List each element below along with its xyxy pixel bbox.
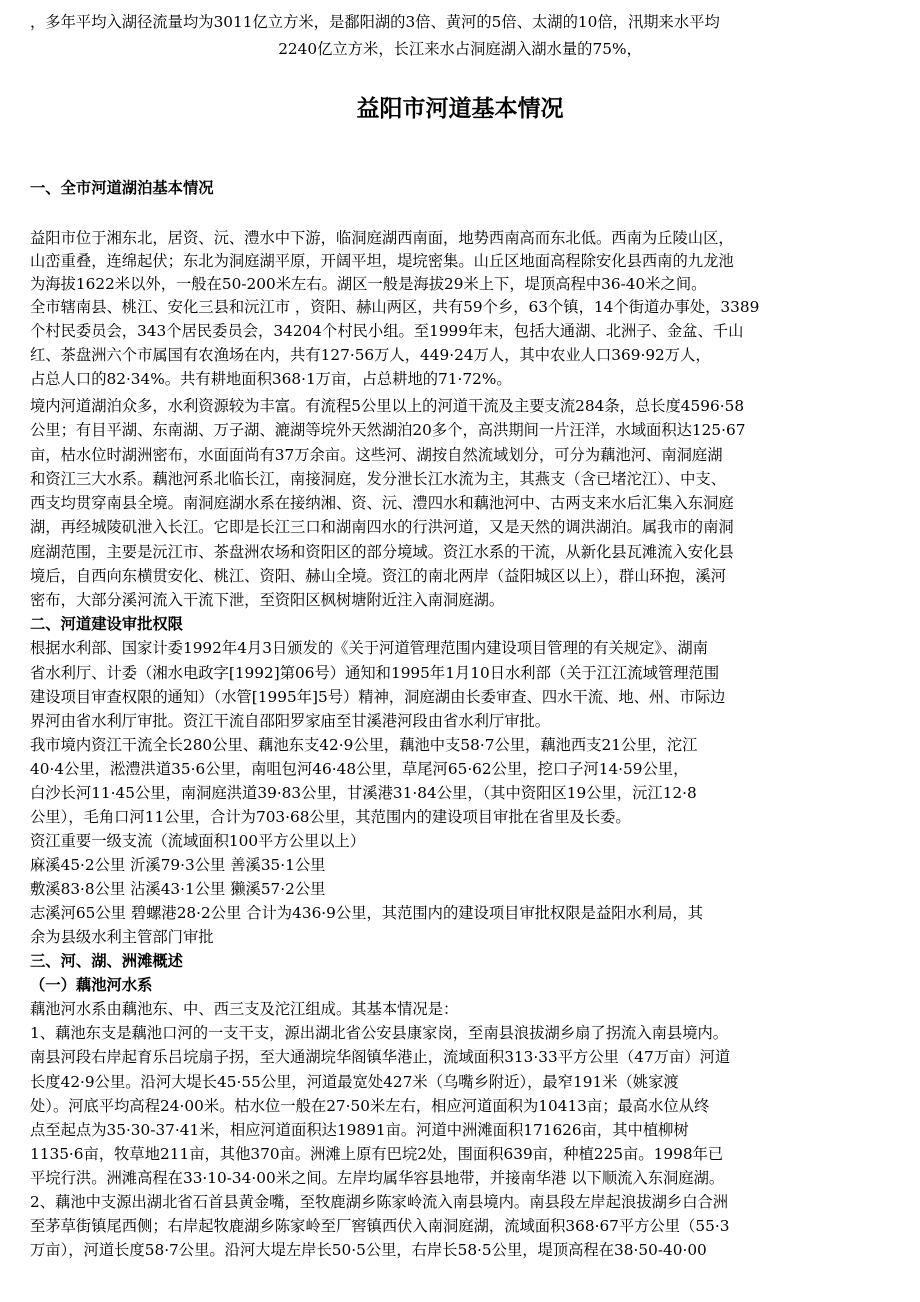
body-line: 西支均贯穿南县全境。南洞庭湖水系在接纳湘、资、沅、澧四水和藕池河中、古两支来水后汇集入东洞庭 <box>30 494 734 512</box>
body-line: 点至起点为35·30-37·41米，相应河道面积达19891亩。河道中洲滩面积171626亩，其中植柳树 <box>30 1121 689 1139</box>
body-line: 红、茶盘洲六个市属国有农渔场在内，共有127·56万人，449·24万人，其中农业人口369·92万人， <box>30 346 711 364</box>
page-title: 益阳市河道基本情况 <box>356 96 564 122</box>
body-line: 至茅草街镇尾西侧；右岸起牧鹿湖乡陈家岭至厂窖镇西伏入南洞庭湖，流域面积368·67平方公里（55·3 <box>30 1217 730 1235</box>
body-line: 界河由省水利厅审批。资江干流自邵阳罗家庙至甘溪港河段由省水利厅审批。 <box>30 712 551 730</box>
section-2-heading: 二、河道建设审批权限 <box>30 615 183 633</box>
top-fragment-line-1: ，多年平均入湖径流量均为3011亿立方米，是鄱阳湖的3倍、黄河的5倍、太湖的10倍，汛期来水平均 <box>30 13 720 31</box>
body-line: 公里），毛角口河11公里，合计为703·68公里，其范围内的建设项目审批在省里及长委。 <box>30 808 631 826</box>
body-line: 万亩），河道长度58·7公里。沿河大堤左岸长50·5公里，右岸长58·5公里，堤顶高程在38·50-40·00 <box>30 1241 707 1259</box>
body-line: 40·4公里，淞澧洪道35·6公里，南咀包河46·48公里，草尾河65·62公里，挖口子河14·59公里， <box>30 760 689 778</box>
body-line: 益阳市位于湘东北，居资、沅、澧水中下游，临洞庭湖西南面，地势西南高而东北低。西南为丘陵山区， <box>30 229 734 247</box>
body-line: 1135·6亩，牧草地211亩，其他370亩。洲滩上原有巴垸2处，围面积639亩，种植225亩。1998年已 <box>30 1145 724 1163</box>
tributary-list-line: 志溪河65公里 碧螺港28·2公里 合计为436·9公里，其范围内的建设项目审批权限是益阳水利局，其 <box>30 904 704 922</box>
body-line: 藕池河水系由藕池东、中、西三支及沱江组成。其基本情况是： <box>30 1000 459 1018</box>
body-line: 平垸行洪。洲滩高程在33·10-34·00米之间。左岸均属华容县地带，并接南华港 以下顺流入东洞庭湖。 <box>30 1169 725 1187</box>
body-line: 山峦重叠，连绵起伏；东北为洞庭湖平原，开阔平坦，堤垸密集。山丘区地面高程除安化县西南的九龙池 <box>30 252 734 270</box>
body-line: 境后，自西向东横贯安化、桃江、资阳、赫山全境。资江的南北两岸（益阳城区以上），群山环抱，溪河 <box>30 567 727 585</box>
body-line: 和资江三大水系。藕池河系北临长江，南接洞庭，发分泄长江水流为主，其燕支（含已堵沱江）、中支、 <box>30 470 727 488</box>
body-line: 公里；有目平湖、东南湖、万子湖、漉湖等垸外天然湖泊20多个，高洪期间一片汪洋，水域面积达125·67 <box>30 421 746 439</box>
section-3-subheading: （一）藕池河水系 <box>30 976 153 994</box>
body-line: 2、藕池中支源出湖北省石首县黄金嘴，至牧鹿湖乡陈家岭流入南县境内。南县段左岸起浪拔湖乡白合洲 <box>30 1193 729 1211</box>
body-line: 白沙长河11·45公里，南洞庭洪道39·83公里，甘溪港31·84公里，（其中资阳区19公里，沅江12·8 <box>30 784 697 802</box>
top-fragment-line-2: 2240亿立方米，长江来水占洞庭湖入湖水量的75%， <box>278 40 642 58</box>
body-line: 密布，大部分溪河流入干流下泄，至资阳区枫树塘附近注入南洞庭湖。 <box>30 591 505 609</box>
body-line: 资江重要一级支流（流域面积100平方公里以上） <box>30 832 366 850</box>
body-line: 湖，再经城陵矶泄入长江。它即是长江三口和湖南四水的行洪河道，又是天然的调洪湖泊。属我市的南洞 <box>30 518 734 536</box>
body-line: 余为县级水利主管部门审批 <box>30 928 214 946</box>
body-line: 处）。河底平均高程24·00米。枯水位一般在27·50米左右，相应河道面积为10413亩；最高水位从终 <box>30 1097 710 1115</box>
body-line: 境内河道湖泊众多，水利资源较为丰富。有流程5公里以上的河道干流及主要支流284条，总长度4596·58 <box>30 397 745 415</box>
body-line: 南县河段右岸起育乐吕垸扇子拐，至大通湖垸华阁镇华港止，流域面积313·33平方公里（47万亩）河道 <box>30 1048 731 1066</box>
body-line: 为海拔1622米以外，一般在50-200米左右。湖区一般是海拔29米上下，堤顶高程中36-40米之间。 <box>30 275 707 293</box>
body-line: 占总人口的82·34%。共有耕地面积368·1万亩，占总耕地的71·72%。 <box>30 370 512 388</box>
body-line: 1、藕池东支是藕池口河的一支干支，源出湖北省公安县康家岗，至南县浪拔湖乡扇了拐流入南县境内。 <box>30 1024 729 1042</box>
body-line: 亩，枯水位时湖洲密布，水面面尚有37万余亩。这些河、湖按自然流域划分，可分为藕池河、南洞庭湖 <box>30 446 723 464</box>
tributary-list-line: 敷溪83·8公里 沾溪43·1公里 獭溪57·2公里 <box>30 880 326 898</box>
body-line: 全市辖南县、桃江、安化三县和沅江市 ，资阳、赫山两区，共有59个乡，63个镇，14个街道办事处，3389 <box>30 298 760 316</box>
body-line: 根据水利部、国家计委1992年4月3日颁发的《关于河道管理范围内建设项目管理的有关规定》、湖南 <box>30 639 708 657</box>
body-line: 建设项目审查权限的通知）（水管[1995年]5号）精神，洞庭湖由长委审查、四水干流、地、州、市际边 <box>30 688 726 706</box>
body-line: 个村民委员会，343个居民委员会，34204个村民小组。至1999年末，包括大通湖、北洲子、金盆、千山 <box>30 322 744 340</box>
section-1-heading: 一、全市河道湖泊基本情况 <box>30 179 214 197</box>
section-3-heading: 三、河、湖、洲滩概述 <box>30 952 183 970</box>
body-line: 长度42·9公里。沿河大堤长45·55公里，河道最宽处427米（乌嘴乡附近），最窄191米（姚家渡 <box>30 1073 679 1091</box>
tributary-list-line: 麻溪45·2公里 沂溪79·3公里 善溪35·1公里 <box>30 856 326 874</box>
body-line: 我市境内资江干流全长280公里、藕池东支42·9公里，藕池中支58·7公里，藕池西支21公里，沱江 <box>30 736 698 754</box>
body-line: 庭湖范围，主要是沅江市、茶盘洲农场和资阳区的部分境域。资江水系的干流，从新化县瓦滩流入安化县 <box>30 543 734 561</box>
body-line: 省水利厅、计委（湘水电政字[1992]第06号）通知和1995年1月10日水利部（关于江江流域管理范围 <box>30 664 720 682</box>
